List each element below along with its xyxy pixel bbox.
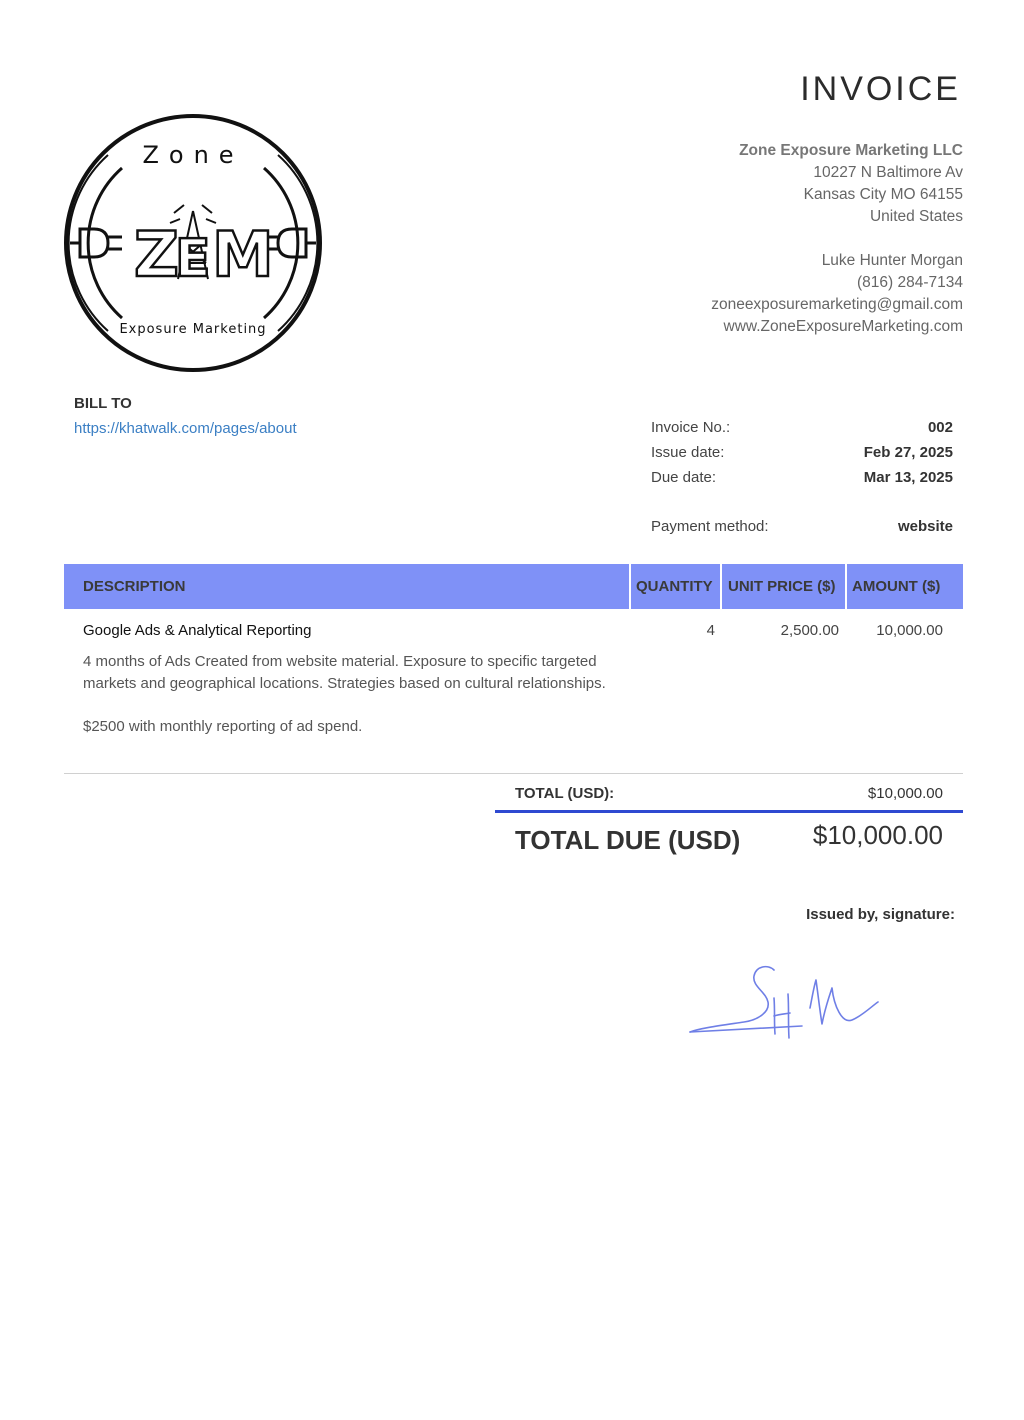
signature-image bbox=[682, 958, 887, 1048]
total-label: TOTAL (USD): bbox=[515, 785, 615, 802]
bill-to-link[interactable]: https://khatwalk.com/pages/about bbox=[74, 420, 297, 437]
contact-email: zoneexposuremarketing@gmail.com bbox=[711, 296, 963, 313]
company-logo bbox=[62, 113, 324, 373]
contact-website: www.ZoneExposureMarketing.com bbox=[723, 318, 963, 335]
due-date-label: Due date: bbox=[651, 469, 717, 486]
logo-monogram bbox=[134, 218, 274, 291]
header-quantity: QUANTITY bbox=[636, 578, 713, 595]
company-country: United States bbox=[869, 208, 963, 225]
issue-date-row bbox=[651, 443, 953, 468]
header-description: DESCRIPTION bbox=[83, 578, 186, 595]
bill-to-label: BILL TO bbox=[74, 395, 132, 412]
contact-name: Luke Hunter Morgan bbox=[821, 252, 963, 269]
item-unit-price: 2,500.00 bbox=[780, 622, 839, 639]
total-value: $10,000.00 bbox=[867, 785, 943, 802]
company-street: 10227 N Baltimore Av bbox=[813, 164, 963, 181]
payment-method-value: website bbox=[897, 518, 953, 535]
svg-text:E: E bbox=[175, 229, 211, 289]
payment-method-label: Payment method: bbox=[651, 518, 769, 535]
table-header bbox=[64, 564, 963, 609]
total-due-value: $10,000.00 bbox=[812, 820, 943, 850]
invoice-title: INVOICE bbox=[800, 70, 961, 108]
item-name: Google Ads & Analytical Reporting bbox=[83, 622, 312, 639]
item-amount: 10,000.00 bbox=[876, 622, 943, 639]
svg-text:Z: Z bbox=[134, 218, 179, 291]
svg-text:M: M bbox=[212, 218, 274, 291]
header-unit-price: UNIT PRICE ($) bbox=[728, 578, 836, 595]
total-due-divider bbox=[495, 810, 963, 813]
due-date-value: Mar 13, 2025 bbox=[863, 469, 953, 486]
row-divider bbox=[64, 773, 963, 774]
company-city: Kansas City MO 64155 bbox=[803, 186, 963, 203]
company-name: Zone Exposure Marketing LLC bbox=[739, 142, 963, 159]
issue-date-label: Issue date: bbox=[651, 444, 725, 461]
item-description-line: 4 months of Ads Created from website material. Exposure to specific targeted markets and geographical locations. Strategies based on cultural relationships. bbox=[83, 653, 606, 692]
item-description-line: $2500 with monthly reporting of ad spend. bbox=[83, 718, 363, 735]
company-block bbox=[711, 140, 963, 338]
header-amount: AMOUNT ($) bbox=[852, 578, 941, 595]
signature-label: Issued by, signature: bbox=[806, 906, 955, 923]
invoice-number-value: 002 bbox=[927, 419, 953, 436]
item-quantity: 4 bbox=[706, 622, 715, 639]
due-date-row bbox=[651, 468, 953, 493]
payment-method-row bbox=[651, 517, 953, 542]
contact-phone: (816) 284-7134 bbox=[857, 274, 963, 291]
issue-date-value: Feb 27, 2025 bbox=[863, 444, 953, 461]
total-due-label: TOTAL DUE (USD) bbox=[515, 825, 741, 855]
invoice-number-label: Invoice No.: bbox=[651, 419, 731, 436]
logo-top-text: Zone bbox=[142, 141, 244, 169]
invoice-number-row bbox=[651, 418, 953, 443]
left-plug-icon bbox=[70, 229, 122, 257]
item-description bbox=[83, 651, 628, 738]
logo-bottom-text: Exposure Marketing bbox=[119, 322, 267, 337]
invoice-meta bbox=[651, 418, 953, 542]
